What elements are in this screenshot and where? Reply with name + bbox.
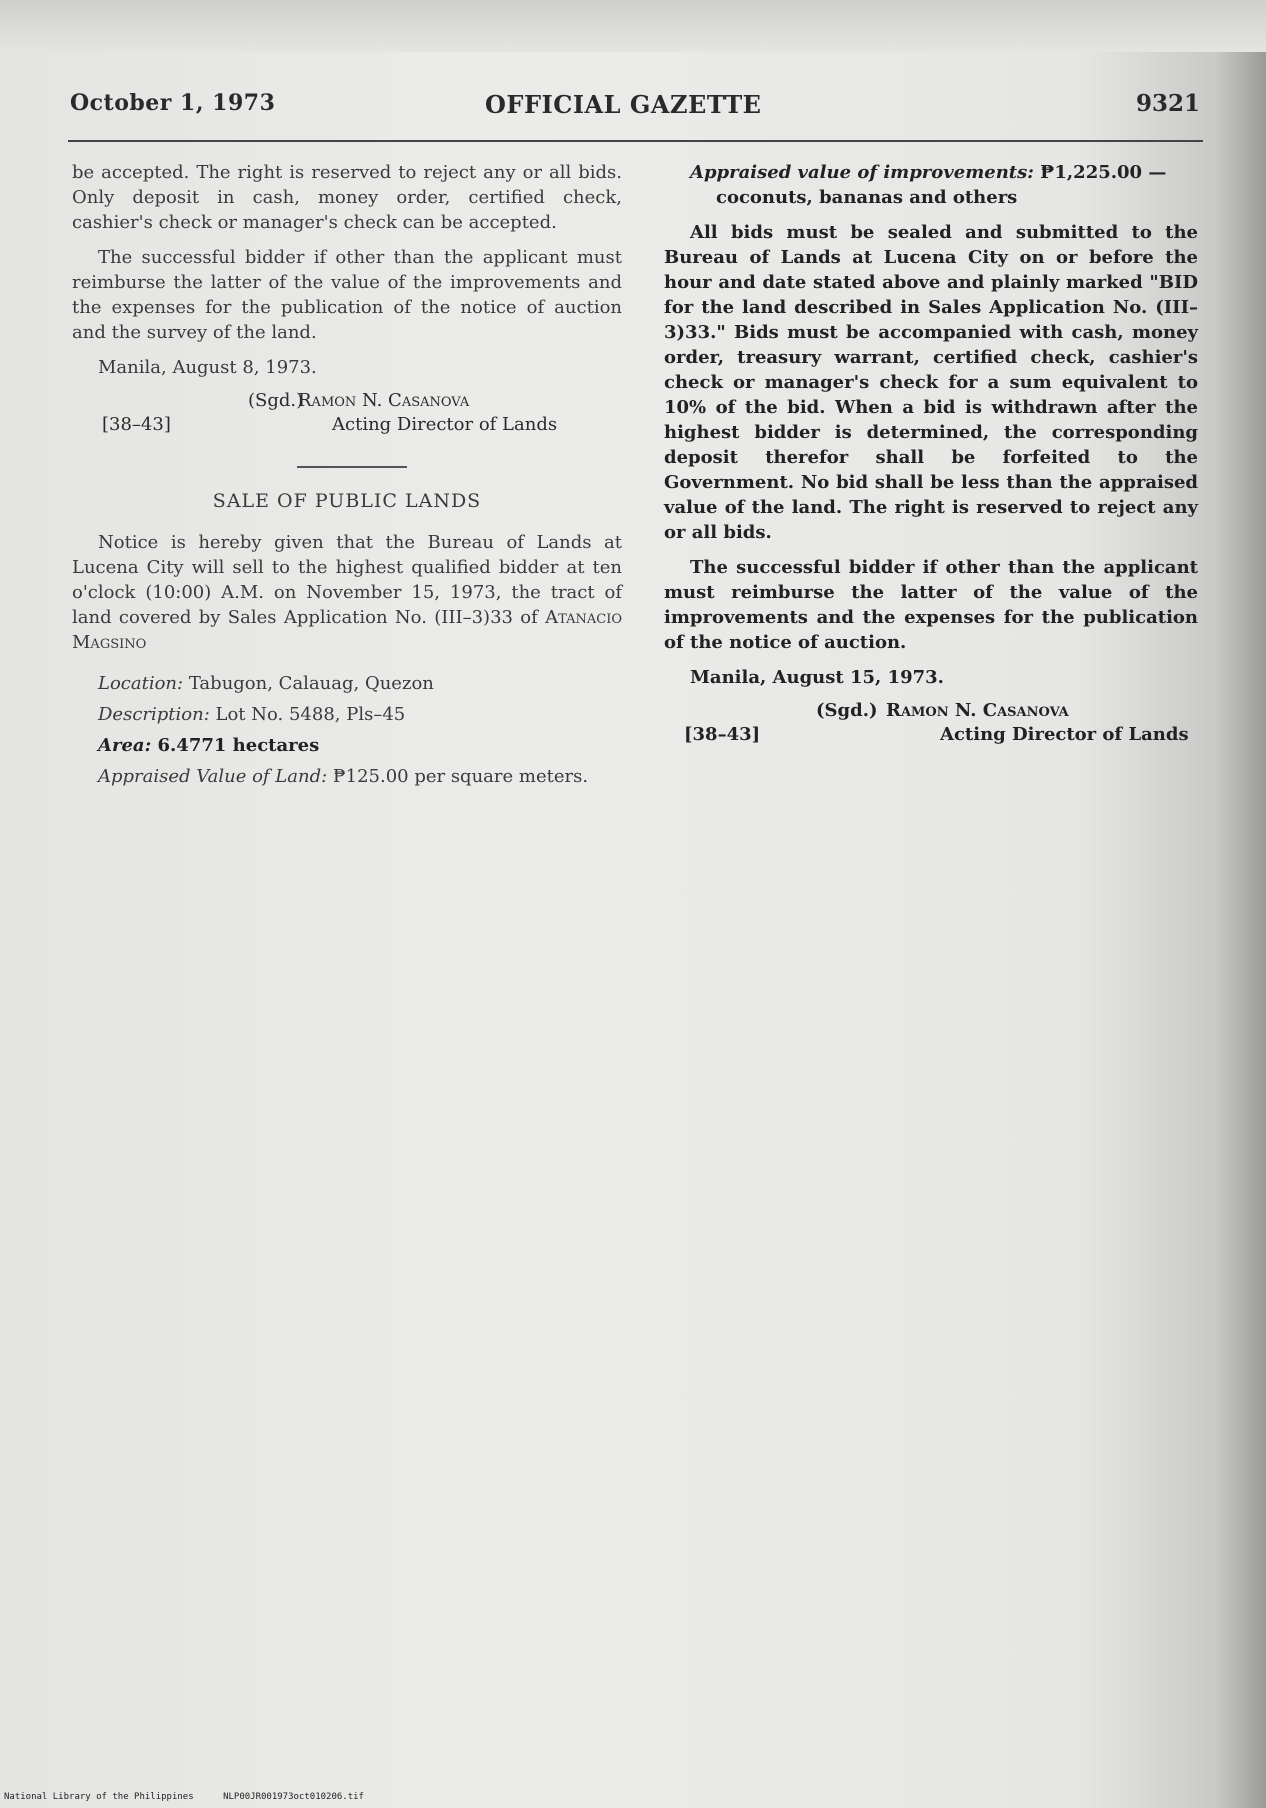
right-sig-name: Ramon N. Casanova bbox=[886, 700, 1069, 721]
left-paragraph-1: be accepted. The right is reserved to reject any or all bids. Only deposit in cash, money order, certified check, cashier's check or manager's check can be accepted. bbox=[72, 162, 622, 233]
right-paragraph-2: The successful bidder if other than the applicant must reimburse the latter of the value of the improvements and the expenses for the publication of the notice of auction. bbox=[664, 557, 1198, 653]
right-column bbox=[664, 160, 1198, 750]
left-place-date: Manila, August 8, 1973. bbox=[98, 357, 317, 378]
header-rule bbox=[68, 140, 1203, 142]
footer-file: NLP00JR001973oct010206.tif bbox=[223, 1792, 364, 1802]
section-divider bbox=[297, 466, 407, 468]
description-line: Description: Lot No. 5488, Pls–45 bbox=[98, 704, 406, 725]
header-date: October 1, 1973 bbox=[70, 90, 276, 116]
right-signature-block bbox=[664, 698, 1198, 750]
area-line: Area: 6.4771 hectares bbox=[98, 735, 320, 756]
right-sig-ref: [38–43] bbox=[684, 724, 761, 745]
right-place-date: Manila, August 15, 1973. bbox=[690, 667, 944, 688]
scan-footer bbox=[4, 1792, 388, 1802]
footer-library: National Library of the Philippines bbox=[4, 1792, 194, 1802]
sale-notice: Notice is hereby given that the Bureau of Lands at Lucena City will sell to the highest qualified bidder at ten o'clock (10:00) A.M. on November 15, 1973, the tract of land covered by Sales Application No. (III–3)33 of Atanacio Magsino bbox=[72, 532, 622, 653]
right-paragraph-1: All bids must be sealed and submitted to the Bureau of Lands at Lucena City on or before the hour and date stated above and plainly marked "BID for the land described in Sales Application No. (III–3)33." Bids must be accompanied with cash, money order, treasury warrant, certified check, cashier's check or manager's check for a sum equivalent to 10% of the bid. When a bid is withdrawn after the highest bidder is determined, the corresponding deposit therefor shall be forfeited to the Government. No bid shall be less than the appraised value of the land. The right is reserved to reject any or all bids. bbox=[664, 222, 1198, 543]
appraised-land-line: Appraised Value of Land: ₱125.00 per square meters. bbox=[98, 766, 589, 787]
section-title: SALE OF PUBLIC LANDS bbox=[212, 490, 482, 512]
left-sig-name: Ramon N. Casanova bbox=[298, 390, 470, 411]
right-sig-title: Acting Director of Lands bbox=[940, 724, 1189, 745]
location-line: Location: Tabugon, Calauag, Quezon bbox=[98, 673, 434, 694]
left-paragraph-2: The successful bidder if other than the applicant must reimburse the latter of the value of the improvements and the expenses for the publication of the notice of auction and the survey of the land. bbox=[72, 247, 622, 343]
improvements-line: Appraised value of improvements: ₱1,225.00 —coconuts, bananas and others bbox=[690, 162, 1167, 208]
left-sig-ref: [38–43] bbox=[102, 414, 171, 435]
header-page-number: 9321 bbox=[1135, 90, 1200, 117]
applicant-name: Atanacio Magsino bbox=[72, 607, 622, 653]
left-sig-title: Acting Director of Lands bbox=[332, 414, 558, 435]
page-header bbox=[70, 90, 1200, 126]
header-title: OFFICIAL GAZETTE bbox=[485, 90, 762, 119]
left-sig-sgd: (Sgd.) bbox=[248, 390, 304, 411]
right-sig-sgd: (Sgd.) bbox=[816, 700, 878, 721]
scan-top-shadow bbox=[0, 0, 1266, 52]
left-signature-block bbox=[72, 388, 622, 440]
left-column bbox=[72, 160, 622, 789]
